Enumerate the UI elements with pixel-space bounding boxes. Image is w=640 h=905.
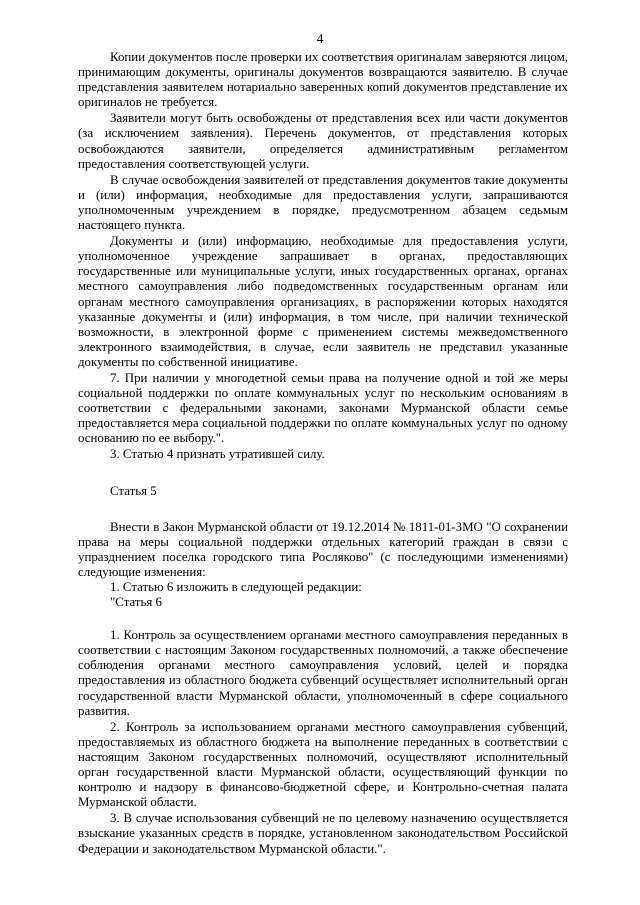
- amendment-item: 1. Статью 6 изложить в следующей редакции:: [110, 580, 362, 594]
- section-bottom: [78, 628, 568, 856]
- amendment-intro: Внести в Закон Мурманской области от 19.12.2014 № 1811-01-ЗМО "О сохранении права на меры социальной поддержки отдельных категорий граждан в связи с упразднением поселка городского типа Росляково" (с последующими изменениями) следующие изменения:: [78, 519, 568, 579]
- document-body: [78, 50, 568, 857]
- page-number: 4: [316, 31, 324, 46]
- new-article-heading: "Статья 6: [110, 595, 162, 610]
- paragraph: 7. При наличии у многодетной семьи права на получение одной и той же меры социальной поддержки по оплате коммунальных услуг по нескольким основаниям в соответствии с федеральными законами, законами Мурманской области семье предоставляется мера социальной поддержки по оплате коммунальных услуг по одному основанию по ее выбору.".: [78, 370, 568, 446]
- paragraph: 3. В случае использования субвенций не по целевому назначению осуществляется взыскание указанных средств в порядке, установленном законодательством Российской Федерации и законодательством Мурманской области.".: [78, 811, 568, 856]
- paragraph: 1. Контроль за осуществлением органами местного самоуправления переданных в соответствии с настоящим Законом государственных полномочий, а также обеспечение соблюдения органами местного самоуправления условий, целей и порядка предоставления из областного бюджета субвенций осуществляет исполнительный орган государственной власти Мурманской области, уполномоченный в сфере социального развития.: [78, 628, 568, 718]
- paragraph: В случае освобождения заявителей от представления документов такие документы и (или) информация, необходимые для предоставления услуги, запрашиваются уполномоченным учреждением в порядке, предусмотренном абзацем седьмым настоящего пункта.: [78, 172, 568, 233]
- section-top: [78, 50, 568, 463]
- paragraph: Заявители могут быть освобождены от представления всех или части документов (за исключением заявления). Перечень документов, от представления которых освобождаются заявители, определяется административным регламентом предоставления соответствующей услуги.: [78, 111, 568, 171]
- article-heading: Статья 5: [110, 483, 157, 498]
- paragraph: Документы и (или) информацию, необходимые для предоставления услуги, уполномоченное учреждение запрашивает в органах, предоставляющих государственные или муниципальные услуги, иных государственных органах, органах местного самоуправления либо подведомственных государственным органам или органам местного самоуправления организациях, в распоряжении которых находятся указанные документы и (или) информация, в том числе, при наличии технической возможности, в электронной форме с применением системы межведомственного электронного взаимодействия, в случае, если заявитель не представил указанные документы по собственной инициативе.: [78, 234, 568, 369]
- paragraph: 2. Контроль за использованием органами местного самоуправления субвенций, предоставляемых из областного бюджета на выполнение переданных в соответствии с настоящим Законом государственных полномочий, осуществляют исполнительный орган государственной власти Мурманской области, осуществляющий функции по контролю и надзору в финансово-бюджетной сфере, и Контрольно-счетная палата Мурманской области.: [78, 719, 568, 810]
- paragraph: 3. Статью 4 признать утратившей силу.: [110, 447, 325, 462]
- paragraph: Копии документов после проверки их соответствия оригиналам заверяются лицом, принимающим документы, оригиналы документов возвращаются заявителю. В случае представления заявителем нотариально заверенных копий документов представление их оригиналов не требуется.: [78, 50, 568, 110]
